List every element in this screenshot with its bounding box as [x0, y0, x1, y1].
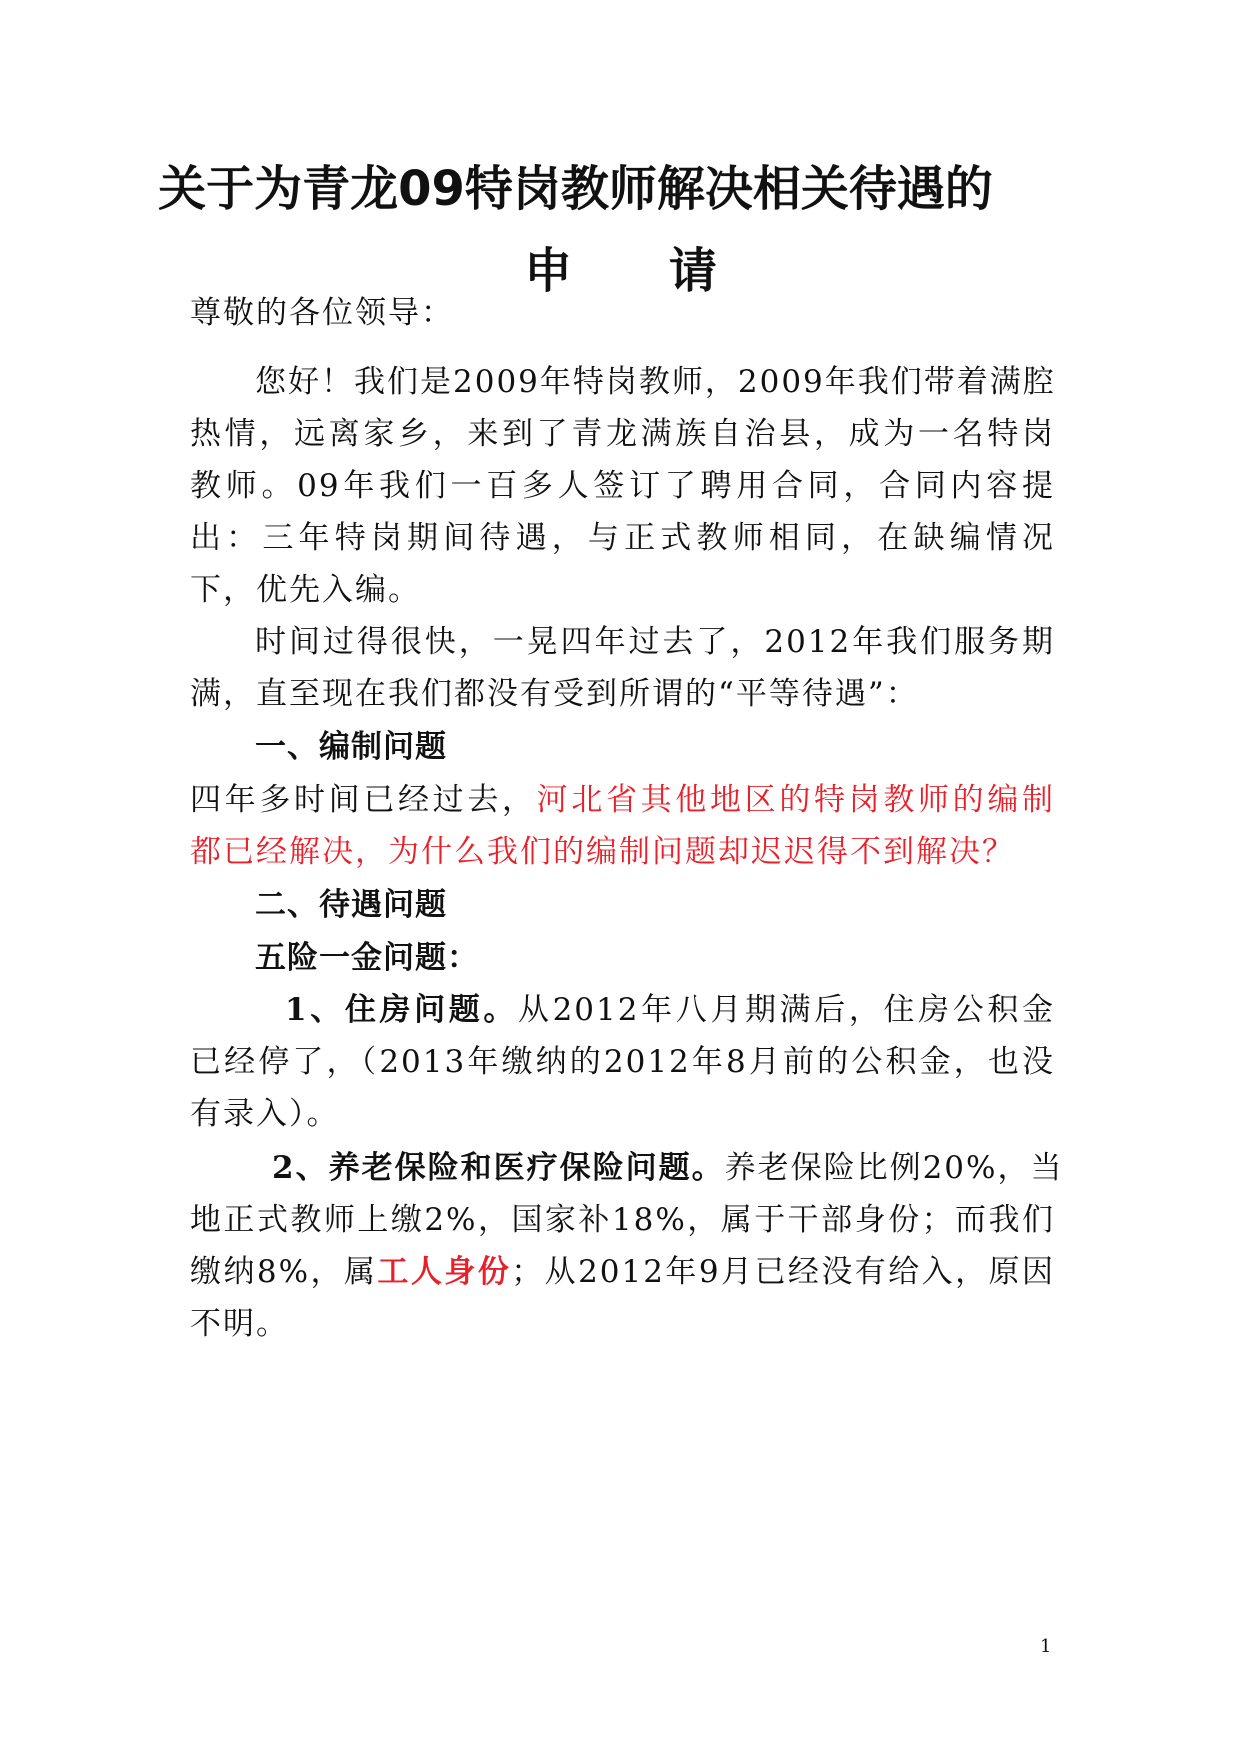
item1-line1	[285, 990, 1055, 1030]
item2-line3-red: 工人身份	[377, 1254, 512, 1290]
paragraph1-line2: 热情，远离家乡，来到了青龙满族自治县，成为一名特岗	[190, 416, 1055, 452]
item2-bold-title: 2、养老保险和医疗保险问题。	[272, 1150, 725, 1186]
paragraph2-line1: 时间过得很快，一晃四年过去了，2012年我们服务期	[255, 624, 1055, 660]
section1-heading: 一、编制问题	[255, 729, 447, 765]
paragraph1-line3: 教师。09年我们一百多人签订了聘用合同，合同内容提	[190, 468, 1055, 504]
section2-subheading: 五险一金问题：	[255, 940, 479, 976]
page-number: 1	[1040, 1636, 1052, 1657]
section1-line1	[190, 780, 1055, 820]
paragraph1-line1: 您好！我们是2009年特岗教师，2009年我们带着满腔	[255, 364, 1056, 400]
item1-line2: 已经停了，（2013年缴纳的2012年8月前的公积金，也没	[190, 1044, 1055, 1080]
paragraph1-line5: 下，优先入编。	[190, 572, 421, 608]
section2-heading: 二、待遇问题	[255, 887, 447, 923]
item2-line3-b: ；从2012年9月已经没有给入，原因	[511, 1254, 1056, 1290]
section1-line1-red: 河北省其他地区的特岗教师的编制	[536, 782, 1056, 818]
item2-line3	[190, 1252, 1055, 1292]
salutation: 尊敬的各位领导：	[190, 295, 454, 331]
item2-line3-a: 缴纳8%，属	[190, 1254, 378, 1290]
paragraph1-line4: 出：三年特岗期间待遇，与正式教师相同，在缺编情况	[190, 520, 1055, 556]
item2-line4: 不明。	[190, 1306, 289, 1342]
section1-line1-plain: 四年多时间已经过去，	[190, 782, 537, 818]
item2-line1	[272, 1148, 1064, 1188]
section1-line2-red2: 为什么我们的编制问题却迟迟得不到解决？	[388, 834, 1015, 870]
item2-line2: 地正式教师上缴2%，国家补18%，属于干部身份；而我们	[190, 1202, 1055, 1238]
item2-line1-rest: 养老保险比例20%，当	[724, 1150, 1064, 1186]
document-title-line2: 申 请	[524, 243, 757, 299]
item1-bold-title: 1、住房问题。	[285, 992, 518, 1028]
item1-line3: 有录入）。	[190, 1096, 340, 1132]
paragraph2-line2: 满，直至现在我们都没有受到所谓的“平等待遇”：	[190, 676, 919, 712]
document-title-line1: 关于为青龙09特岗教师解决相关待遇的	[158, 161, 993, 217]
section1-line2-red1: 都已经解决，	[190, 834, 388, 870]
section1-line2	[190, 832, 1055, 872]
item1-line1-rest: 从2012年八月期满后，住房公积金	[517, 992, 1055, 1028]
